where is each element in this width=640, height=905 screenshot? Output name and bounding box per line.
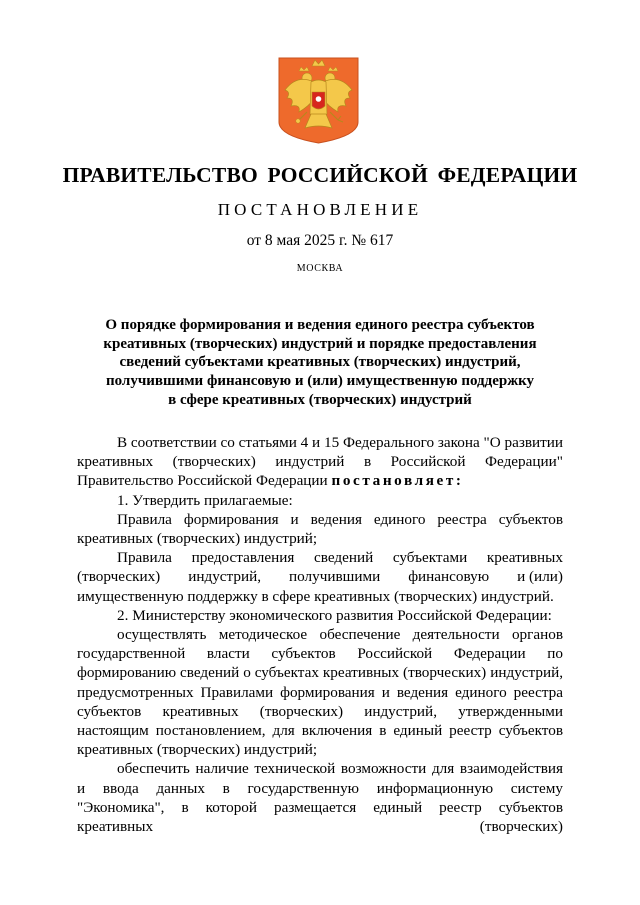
title-line: О порядке формирования и ведения единого реестра субъектов <box>105 317 535 333</box>
rules-2-line: имущественную поддержку в сфере креативных (творческих) индустрий. <box>77 587 554 605</box>
word: креативных <box>77 453 154 471</box>
rules-1: Правила формирования и ведения единого реестра субъектов креативных (творческих) индустрий; <box>77 510 563 548</box>
document-body <box>77 433 563 836</box>
document-city: МОСКВА <box>296 263 344 274</box>
item-2b: обеспечить наличие технической возможности для взаимодействия и ввода данных в государственную информационную систему "Экономика", в которой размещается единый реестр субъектов креативных (творческих) <box>77 760 563 836</box>
coat-of-arms-emblem <box>277 56 360 144</box>
intro-line <box>77 452 563 471</box>
word: финансовую <box>408 568 490 586</box>
title-line: получившими финансовую и (или) имущественную поддержку <box>105 373 535 390</box>
title-line: сведений субъектами креативных (творческих) индустрий, <box>119 354 521 371</box>
word: Правила <box>117 549 172 567</box>
word: креативных <box>486 549 563 567</box>
decision-word: постановляет: <box>331 472 464 490</box>
intro-line: В соответствии со статьями 4 и 15 Федерального закона "О развитии <box>117 434 564 451</box>
title-line: креативных (творческих) индустрий и порядке предоставления <box>103 335 537 352</box>
document-type: ПОСТАНОВЛЕНИЕ <box>217 200 423 219</box>
word: индустрий, <box>188 568 262 586</box>
government-name: ПРАВИТЕЛЬСТВО РОССИЙСКОЙ ФЕДЕРАЦИИ <box>62 163 578 187</box>
item-2: 2. Министерству экономического развития Российской Федерации: <box>117 606 552 624</box>
word: получившими <box>289 568 381 586</box>
document-date-number: от 8 мая 2025 г. № 617 <box>246 232 394 249</box>
word: (творческих) <box>172 453 256 471</box>
word: Федерации" <box>485 453 563 471</box>
title-line: в сфере креативных (творческих) индустрий <box>168 391 472 408</box>
intro-text: Правительство Российской Федерации <box>77 472 332 490</box>
rules-2-line <box>77 548 563 567</box>
item-1: 1. Утвердить прилагаемые: <box>117 491 293 509</box>
word: предоставления <box>191 549 295 567</box>
word: и (или) <box>517 568 563 586</box>
word: субъектами <box>392 549 468 567</box>
rules-2-line <box>77 567 563 586</box>
document-title <box>0 316 640 410</box>
item-2a: осуществлять методическое обеспечение деятельности органов государственной власти субъектов Российской Федерации по формированию сведений о субъектах креативных (творческих) индустрий, предусмотренных Правилами формирования и ведения единого реестра субъектов креативных (творческих) индустрий, утвержденными настоящим постановлением, для включения в единый реестр субъектов креативных (творческих) индустрий; <box>77 626 563 759</box>
word: индустрий <box>275 453 345 471</box>
word: сведений <box>314 549 374 567</box>
word: Российской <box>390 453 466 471</box>
word: в <box>363 453 372 471</box>
intro-line <box>77 471 563 490</box>
word: (творческих) <box>77 568 161 586</box>
